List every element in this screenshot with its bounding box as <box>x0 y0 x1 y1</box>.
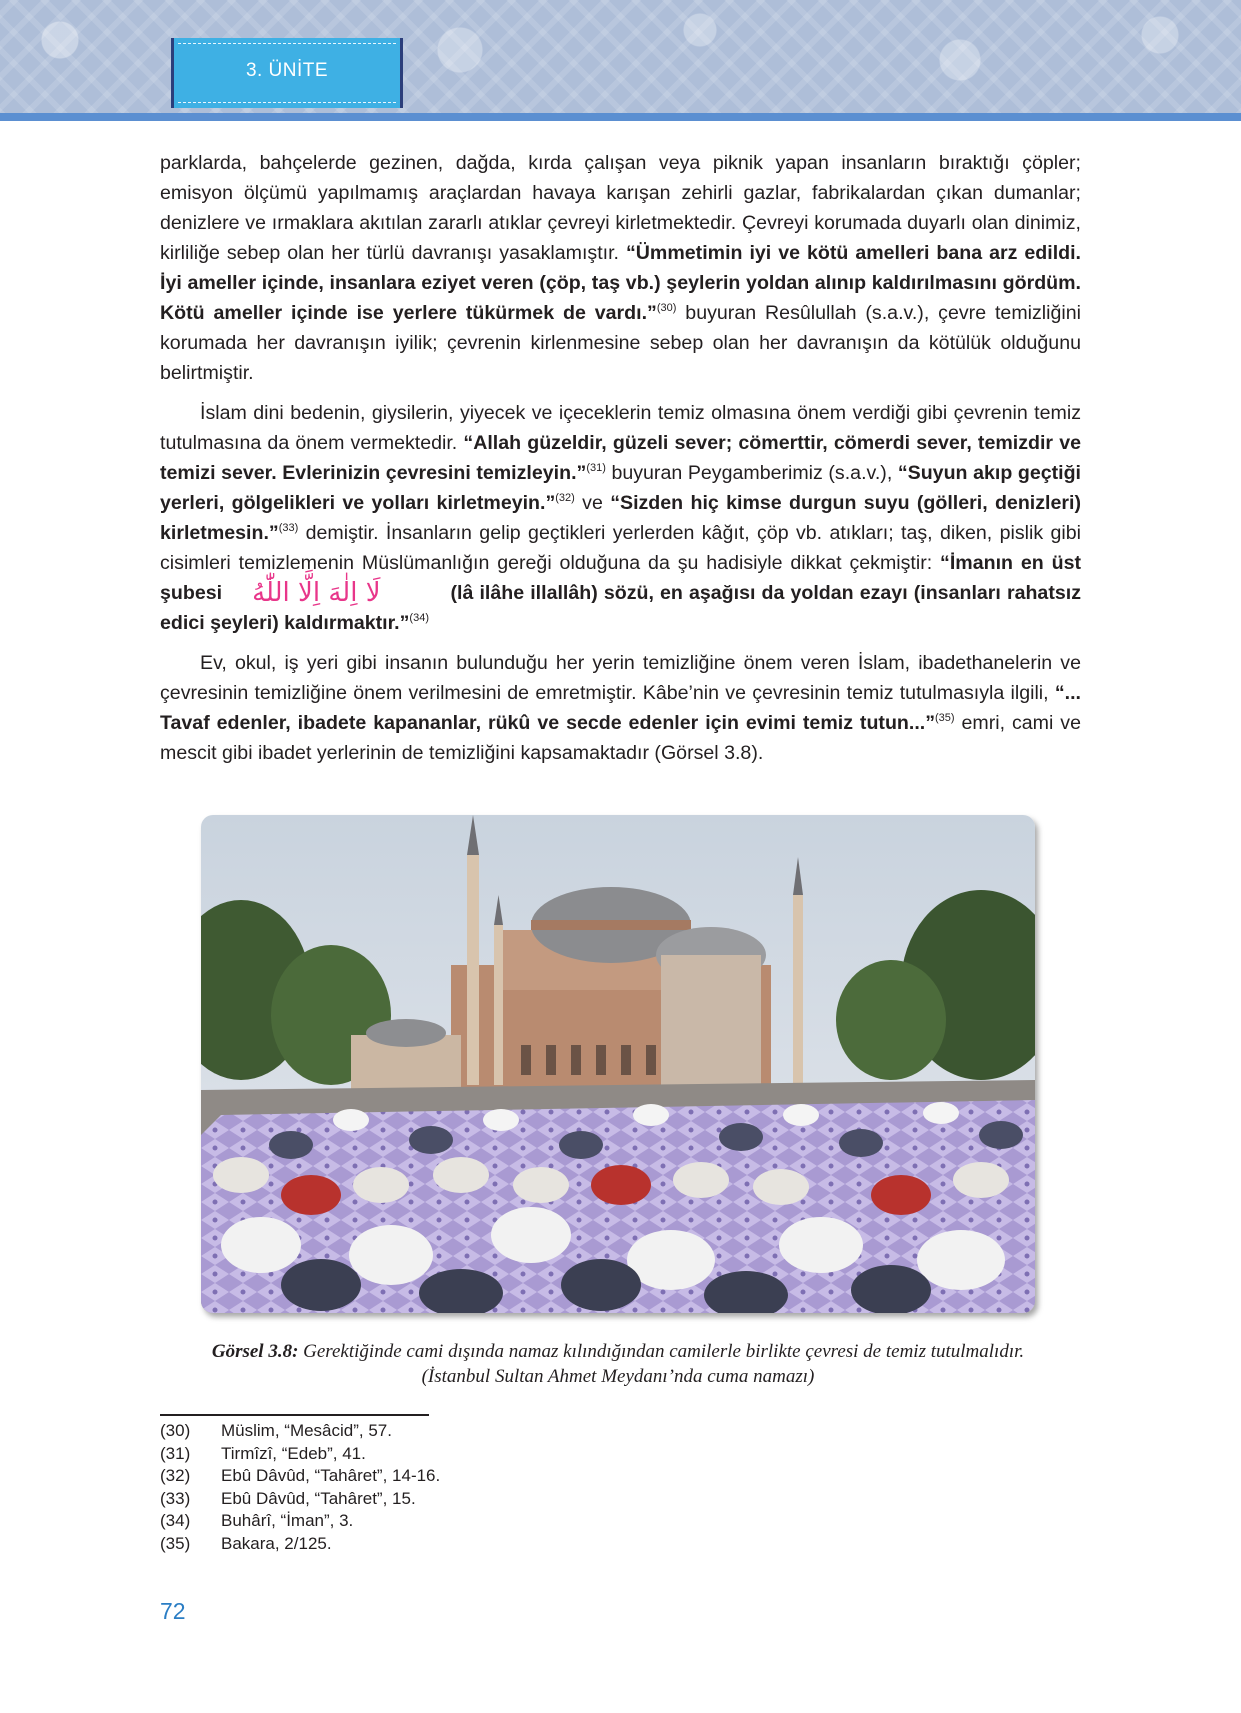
footnote-item <box>160 1465 440 1488</box>
footnote-item <box>160 1510 440 1533</box>
footnote-number: (32) <box>160 1466 191 1485</box>
footnote-number: (31) <box>160 1443 191 1463</box>
footnote-text: Ebû Dâvûd, “Tahâret”, 15. <box>221 1488 416 1508</box>
text-run: buyuran Peygamberimiz (s.a.v.), <box>605 462 898 484</box>
footnote-ref: (33) <box>278 522 299 534</box>
figure-caption <box>201 1339 1035 1389</box>
hadith-quote: “Sizden hiç kimse durgun suyu (gölleri, denizleri) kirletmesin.” <box>160 492 1081 544</box>
footnote-text: Ebû Dâvûd, “Tahâret”, 14-16. <box>221 1466 441 1485</box>
hadith-quote: (lâ ilâhe illallâh) sözü, en aşağısı da yoldan ezayı (insanları rahatsız edici şeyleri) kaldırmaktır.” <box>160 582 1081 634</box>
hadith-quote: “Allah güzeldir, güzeli sever; cömerttir, cömerdi sever, temizdir ve temizi sever. Evlerinizin çevresini temizleyin.” <box>160 432 1081 484</box>
header-divider-line <box>0 113 1241 121</box>
paragraph-1 <box>160 148 1081 388</box>
footnote-list <box>160 1420 440 1555</box>
page-number: 72 <box>160 1598 186 1624</box>
footnote-ref: (30) <box>656 302 677 314</box>
unit-tab <box>171 38 403 108</box>
footnote-ref: (35) <box>935 712 955 724</box>
paragraph-2 <box>160 398 1081 638</box>
body-text <box>160 148 1081 778</box>
footnote-number: (33) <box>160 1488 191 1508</box>
hadith-quote: “Suyun akıp geçtiği yerleri, gölgelikleri ve yolları kirletmeyin.” <box>160 462 1081 514</box>
footnote-number: (35) <box>160 1533 191 1553</box>
footnote-ref: (31) <box>586 462 606 474</box>
footnote-number: (30) <box>160 1421 191 1440</box>
arabic-calligraphy: لَا اِلٰهَ اِلَّا اللّٰهُ <box>252 578 381 608</box>
footnote-item <box>160 1420 440 1443</box>
hadith-quote: “Ümmetimin iyi ve kötü amelleri bana arz edildi. İyi ameller içinde, insanlara eziyet veren (çöp, taş vb.) şeylerin yoldan alınıp kaldırılmasını gördüm. Kötü ameller içinde ise yerlere tükürmek de vardı.” <box>160 242 1081 324</box>
verse-quote: “... Tavaf edenler, ibadete kapananlar, rükû ve secde edenler için evimi temiz tutun...” <box>160 682 1081 734</box>
footnote-divider <box>160 1414 429 1416</box>
footnote-text: Tirmîzî, “Edeb”, 41. <box>221 1443 366 1463</box>
figure-photo <box>201 815 1035 1313</box>
footnote-item <box>160 1488 440 1511</box>
mosque-prayer-illustration <box>201 815 1035 1313</box>
hadith-quote: “İmanın en üst şubesi <box>160 552 1081 604</box>
text-run: buyuran Resûlullah (s.a.v.), çevre temizliğini korumada her davranışın iyilik; çevrenin kirlenmesine sebep olan her davranışın da kötülük olduğunu belirtmiştir. <box>160 302 1082 384</box>
footnote-ref: (34) <box>409 612 429 624</box>
footnote-text: Bakara, 2/125. <box>221 1533 332 1553</box>
footnote-text: Buhârî, “İman”, 3. <box>221 1511 354 1530</box>
footnote-ref: (32) <box>555 492 575 504</box>
text-run: ve <box>574 492 611 514</box>
footnote-item <box>160 1443 440 1466</box>
text-run: emri, cami ve mescit gibi ibadet yerlerinin de temizliğini kapsamaktadır (Görsel 3.8). <box>160 712 1081 764</box>
text-run: demiştir. İnsanların gelip geçtikleri yerlerden kâğıt, çöp vb. atıkları; taş, diken, pislik gibi cisimleri temizlemenin Müslümanlığın gereği olduğuna da şu hadisiyle dikkat çekmiştir: <box>160 522 1081 574</box>
caption-label: Görsel 3.8: <box>211 1341 299 1362</box>
footnote-text: Müslim, “Mesâcid”, 57. <box>221 1421 392 1440</box>
unit-label: 3. ÜNİTE <box>245 60 329 81</box>
text-run: parklarda, bahçelerde gezinen, dağda, kırda çalışan veya piknik yapan insanların bıraktığı çöpler; emisyon ölçümü yapılmamış araçlardan havaya karışan zehirli gazlar, fabrikalardan çıkan dumanlar; denizlere ve ırmaklara akıtılan zararlı atıklar çevreyi kirletmektedir. Çevreyi korumada duyarlı olan dinimiz, kirliliğe sebep olan her türlü davranışı yasaklamıştır. <box>160 152 1081 264</box>
text-run: Ev, okul, iş yeri gibi insanın bulunduğu her yerin temizliğine önem veren İslam, ibadethanelerin ve çevresinin temizliğine önem verilmesini de emretmiştir. Kâbe’nin ve çevresinin temiz tutulmasıyla ilgili, <box>160 652 1081 704</box>
footnote-item <box>160 1533 440 1556</box>
footnote-number: (34) <box>160 1511 191 1530</box>
caption-text: Gerektiğinde cami dışında namaz kılındığından camilerle birlikte çevresi de temiz tutulmalıdır. (İstanbul Sultan Ahmet Meydanı’nda cuma namazı) <box>298 1341 1025 1387</box>
paragraph-3 <box>160 648 1081 768</box>
text-run: İslam dini bedenin, giysilerin, yiyecek ve içeceklerin temiz olmasına önem verdiği gibi çevrenin temiz tutulmasına da önem vermektedir. <box>160 402 1081 454</box>
